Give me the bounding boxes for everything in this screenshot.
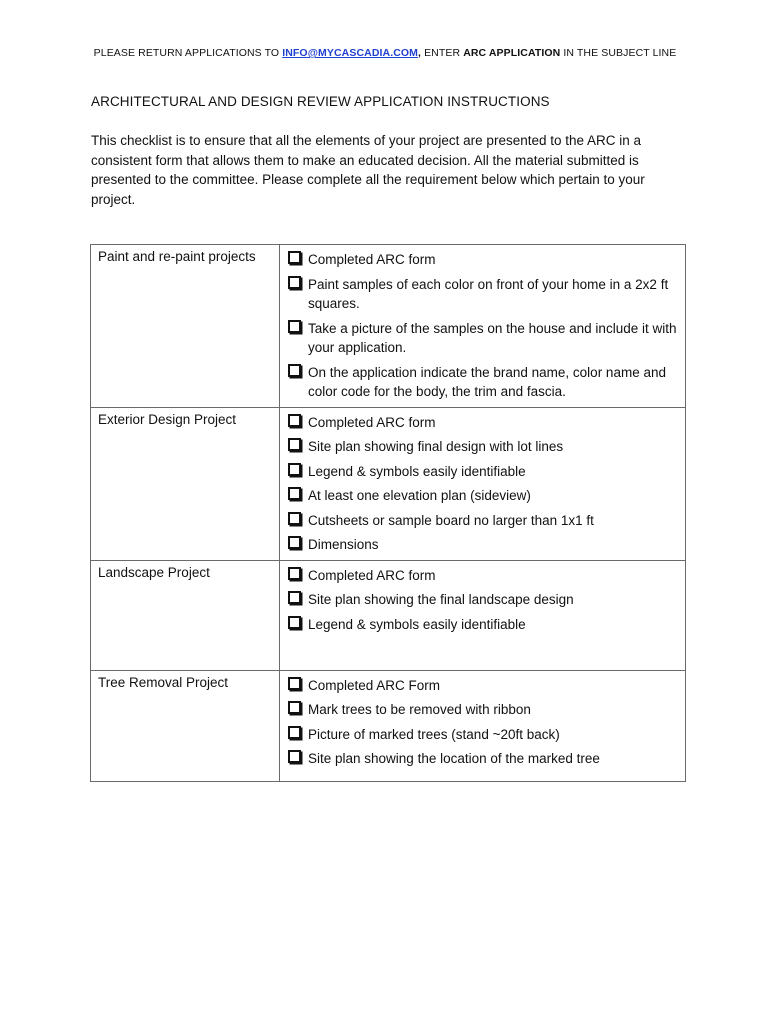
checkbox-icon[interactable] <box>288 438 301 451</box>
checkbox-icon[interactable] <box>288 487 301 500</box>
checkbox-icon[interactable] <box>288 320 301 333</box>
checklist-cell <box>280 407 686 560</box>
checklist-item <box>287 566 679 586</box>
checkbox-icon[interactable] <box>288 364 301 377</box>
checklist-item-label: Completed ARC form <box>308 567 436 583</box>
requirements-table <box>90 244 686 782</box>
checklist-item-label: Completed ARC form <box>308 252 436 267</box>
checklist-item <box>287 700 679 720</box>
checklist-item-label: Site plan showing final design with lot lines <box>308 439 564 454</box>
checklist-item-label: Paint samples of each color on front of your home in a 2x2 ft squares. <box>308 276 669 311</box>
checklist-item <box>287 319 679 358</box>
checklist-item <box>287 590 679 610</box>
checklist-item <box>287 615 679 635</box>
checklist-item-label: Cutsheets or sample board no larger than 1x1 ft <box>308 512 594 528</box>
table-row <box>91 670 686 781</box>
return-instructions <box>0 47 770 59</box>
email-comma: , <box>418 47 422 59</box>
checklist-item <box>287 275 679 314</box>
document-title: ARCHITECTURAL AND DESIGN REVIEW APPLICATION INSTRUCTIONS <box>91 94 550 109</box>
return-middle: ENTER <box>421 47 464 59</box>
checkbox-icon[interactable] <box>288 701 301 714</box>
checkbox-icon[interactable] <box>288 750 301 763</box>
checklist-item <box>287 363 679 402</box>
checklist-item <box>287 486 679 506</box>
project-name: Exterior Design Project <box>91 407 280 560</box>
checklist-item <box>287 511 679 531</box>
checklist-cell <box>280 560 686 670</box>
checklist-item-label: Site plan showing the location of the marked tree <box>308 751 600 766</box>
checkbox-icon[interactable] <box>288 512 301 525</box>
checkbox-icon[interactable] <box>288 251 301 264</box>
checklist-item-label: Dimensions <box>308 537 379 552</box>
project-name: Tree Removal Project <box>91 670 280 781</box>
checkbox-icon[interactable] <box>288 536 301 549</box>
checkbox-icon[interactable] <box>288 414 301 427</box>
checklist-item-label: Site plan showing the final landscape design <box>308 592 574 607</box>
checkbox-icon[interactable] <box>288 616 301 629</box>
table-row <box>91 407 686 560</box>
checklist-item <box>287 413 679 433</box>
checkbox-icon[interactable] <box>288 567 301 580</box>
checklist-item-label: On the application indicate the brand name, color name and color code for the body, the trim and fascia. <box>308 364 666 399</box>
checklist-item <box>287 725 679 745</box>
checklist-item-label: Mark trees to be removed with ribbon <box>308 702 531 717</box>
project-name: Paint and re-paint projects <box>91 245 280 408</box>
checklist-item <box>287 250 679 270</box>
checklist-item-label: At least one elevation plan (sideview) <box>308 488 531 503</box>
checklist-item-label: Completed ARC Form <box>308 677 441 693</box>
checklist-item <box>287 676 679 696</box>
checklist-item <box>287 749 679 769</box>
checklist-item-label: Legend & symbols easily identifiable <box>308 616 526 632</box>
checkbox-icon[interactable] <box>288 591 301 604</box>
table-row <box>91 245 686 408</box>
return-suffix: IN THE SUBJECT LINE <box>560 47 677 59</box>
checklist-item <box>287 437 679 457</box>
checklist-cell <box>280 245 686 408</box>
checkbox-icon[interactable] <box>288 276 301 289</box>
checkbox-icon[interactable] <box>288 463 301 476</box>
checklist-item-label: Legend & symbols easily identifiable <box>308 463 526 479</box>
project-name: Landscape Project <box>91 560 280 670</box>
intro-paragraph: This checklist is to ensure that all the elements of your project are presented to the ARC in a consistent form that allows them to make an educated decision. All the material submitted is presented to the committee. Please complete all the requirement below which pertain to your project. <box>91 133 645 207</box>
checklist-item-label: Picture of marked trees (stand ~20ft back) <box>308 726 560 742</box>
email-link[interactable]: INFO@MYCASCADIA.COM <box>282 47 419 59</box>
checklist-item <box>287 535 679 555</box>
checklist-cell <box>280 670 686 781</box>
checklist-item-label: Take a picture of the samples on the house and include it with your application. <box>308 320 677 355</box>
checklist-item <box>287 462 679 482</box>
checkbox-icon[interactable] <box>288 726 301 739</box>
table-row <box>91 560 686 670</box>
subject-line-text: ARC APPLICATION <box>463 47 561 59</box>
checklist-item-label: Completed ARC form <box>308 414 436 430</box>
checkbox-icon[interactable] <box>288 677 301 690</box>
return-prefix: PLEASE RETURN APPLICATIONS TO <box>93 47 283 59</box>
